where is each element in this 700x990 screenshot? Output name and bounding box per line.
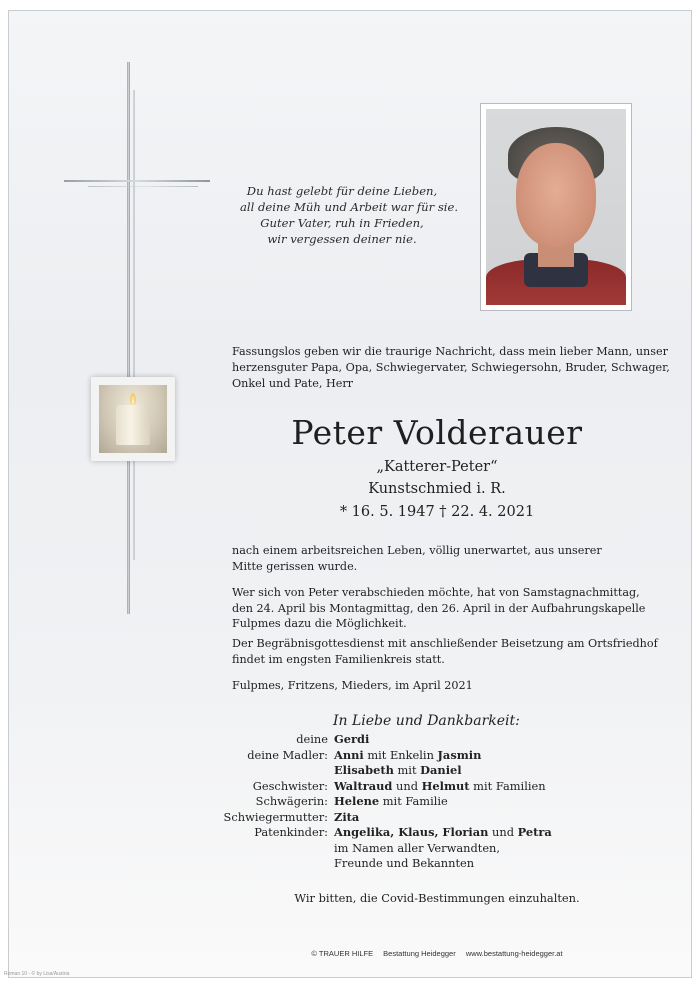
family-row [190, 779, 650, 795]
deceased-name: Peter Volderauer [291, 413, 583, 452]
family-row [190, 794, 650, 810]
family-name: Helene [334, 794, 380, 808]
family-name: Petra [517, 825, 552, 839]
family-names [334, 763, 462, 779]
verse-line: wir vergessen deiner nie. [267, 232, 417, 246]
verse-line: all deine Müh und Arbeit war für sie. [240, 200, 459, 214]
family-row [190, 856, 650, 872]
family-row [190, 810, 650, 826]
family-name: Helmut [421, 778, 470, 793]
paragraph-death [232, 543, 642, 574]
family-names [334, 779, 546, 795]
deceased-profession: Kunstschmied i. R. [368, 481, 506, 497]
family-text: und [392, 778, 422, 793]
family-names [334, 810, 359, 826]
family-name: Daniel [420, 763, 462, 777]
text-line: findet im engsten Familienkreis statt. [232, 652, 445, 666]
intro-line: herzensguter Papa, Opa, Schwiegervater, Schwiegersohn, Bruder, Schwager, [232, 361, 670, 374]
text-line: Fulpmes dazu die Möglichkeit. [232, 617, 407, 630]
family-row [190, 841, 650, 857]
text-line: Der Begräbnisgottesdienst mit anschließender Beisetzung am Ortsfriedhof [232, 637, 658, 650]
family-text: mit Enkelin [363, 747, 438, 762]
family-text: Freunde und Bekannten [334, 856, 475, 870]
family-text: mit [393, 763, 421, 777]
text-line: nach einem arbeitsreichen Leben, völlig unerwartet, aus unserer [232, 544, 602, 557]
family-relation [190, 841, 334, 857]
deceased-nickname: „Katterer-Peter“ [376, 459, 498, 475]
intro-line: Onkel und Pate, Herr [232, 377, 354, 390]
footer-url: www.bestattung-heidegger.at [465, 949, 563, 958]
template-credit: Roman 10 - © by Lisa/Austria [4, 971, 70, 977]
verse-line: Du hast gelebt für deine Lieben, [246, 184, 438, 198]
verse-line: Guter Vater, ruh in Frieden, [260, 216, 424, 230]
family-relation: Geschwister: [252, 778, 328, 793]
life-dates: * 16. 5. 1947 † 22. 4. 2021 [339, 504, 535, 520]
thanks-heading: In Liebe und Dankbarkeit: [333, 713, 520, 729]
portrait-photo [480, 103, 632, 311]
family-relation: Schwiegermutter: [223, 809, 328, 824]
family-name: Anni [334, 747, 364, 762]
paragraph-funeral [232, 636, 658, 667]
intro-text [232, 344, 670, 392]
family-row [190, 732, 650, 748]
text-line: den 24. April bis Montagmittag, den 26. April in der Aufbahrungskapelle [232, 601, 646, 615]
family-names [334, 856, 474, 872]
family-relation: deine Madler: [247, 747, 328, 762]
family-relation [190, 856, 334, 872]
family-row [190, 763, 650, 779]
family-list [190, 732, 650, 872]
footer [232, 949, 642, 958]
family-relation [190, 763, 334, 779]
family-names [334, 794, 448, 810]
family-relation: Schwägerin: [255, 794, 328, 808]
family-name: Waltraud [334, 778, 393, 793]
family-row [190, 748, 650, 764]
family-text: im Namen aller Verwandten, [334, 840, 501, 855]
family-name: Zita [334, 809, 360, 824]
place-and-date [232, 678, 642, 694]
family-text: und [488, 825, 518, 839]
family-text: mit Familie [379, 794, 448, 808]
text-line: Fulpmes, Fritzens, Mieders, im April 2021 [232, 679, 473, 692]
family-row [190, 825, 650, 841]
footer-company: Bestattung Heidegger [383, 949, 456, 958]
paragraph-viewing [232, 585, 646, 632]
candle-image [91, 377, 175, 461]
family-name: Angelika, Klaus, Florian [334, 825, 489, 839]
family-names [334, 825, 552, 841]
family-names [334, 732, 369, 748]
family-text: mit Familien [469, 778, 546, 793]
text-line: Wer sich von Peter verabschieden möchte, hat von Samstagnachmittag, [232, 586, 640, 599]
family-name: Gerdi [334, 732, 370, 746]
memorial-verse [240, 183, 459, 247]
family-name: Elisabeth [334, 763, 394, 777]
family-names [334, 841, 500, 857]
family-names [334, 748, 481, 764]
family-name: Jasmin [437, 747, 482, 762]
family-relation: Patenkinder: [254, 825, 328, 839]
text-line: Mitte gerissen wurde. [232, 559, 358, 573]
family-relation: deine [296, 732, 328, 746]
footer-brand: © TRAUER HILFE [311, 949, 374, 958]
intro-line: Fassungslos geben wir die traurige Nachricht, dass mein lieber Mann, unser [232, 345, 668, 358]
covid-notice: Wir bitten, die Covid-Bestimmungen einzuhalten. [294, 891, 580, 905]
